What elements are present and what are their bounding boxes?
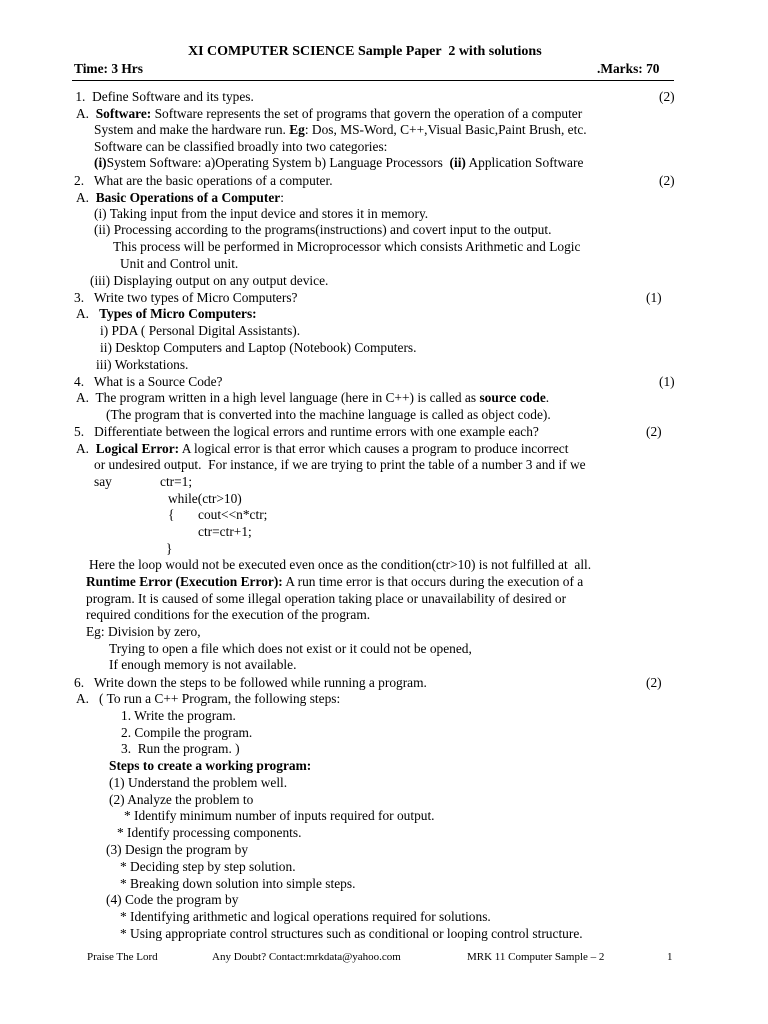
answer-5-eg-3: If enough memory is not available. bbox=[109, 657, 297, 672]
answer-6-point-3a: * Deciding step by step solution. bbox=[120, 859, 296, 874]
question-2: 2. What are the basic operations of a computer. bbox=[74, 173, 333, 188]
term-i: (i) bbox=[94, 155, 107, 170]
question-5-marks: (2) bbox=[646, 424, 662, 439]
header-rule bbox=[72, 80, 674, 81]
answer-label: A. bbox=[76, 106, 96, 121]
term-logical-error: Logical Error: bbox=[95, 441, 180, 456]
answer-2-line-6: (iii) Displaying output on any output device. bbox=[90, 273, 329, 288]
code-line-1: ctr=1; bbox=[160, 474, 193, 489]
answer-4-line-2: (The program that is converted into the machine language is called as object code). bbox=[106, 407, 551, 422]
answer-5-eg-1: Eg: Division by zero, bbox=[86, 624, 201, 639]
answer-5-say: say bbox=[94, 474, 112, 489]
answer-1-line-4 bbox=[94, 155, 583, 171]
question-3: 3. Write two types of Micro Computers? bbox=[74, 290, 298, 305]
answer-1-line-1 bbox=[76, 106, 582, 122]
answer-5-eg-2: Trying to open a file which does not exist or it could not be opened, bbox=[109, 641, 472, 656]
answer-label: A. bbox=[76, 190, 96, 205]
answer-5-text: A run time error is that occurs during the execution of a bbox=[282, 574, 584, 589]
question-6-marks: (2) bbox=[646, 675, 662, 690]
answer-5-line-2: or undesired output. For instance, if we are trying to print the table of a number 3 and if we bbox=[94, 457, 586, 472]
answer-6-line-1: A. ( To run a C++ Program, the following steps: bbox=[76, 691, 341, 706]
term-software: Software: bbox=[95, 106, 152, 121]
answer-2-line-5: Unit and Control unit. bbox=[120, 256, 239, 271]
answer-label: A. bbox=[76, 441, 96, 456]
answer-6-step-3: 3. Run the program. ) bbox=[121, 741, 240, 756]
answer-1-text: Application Software bbox=[465, 155, 584, 170]
answer-1-line-3: Software can be classified broadly into two categories: bbox=[94, 139, 388, 154]
answer-2-line-2: (i) Taking input from the input device and stores it in memory. bbox=[94, 206, 429, 221]
answer-3-line-1 bbox=[76, 306, 257, 322]
answer-6-point-4: (4) Code the program by bbox=[106, 892, 239, 907]
answer-4-text: . bbox=[545, 390, 550, 405]
answer-1-text: System Software: a)Operating System b) Language Processors bbox=[106, 155, 450, 170]
answer-2-line-4: This process will be performed in Microprocessor which consists Arithmetic and Logic bbox=[113, 239, 581, 254]
answer-1-text: Software represents the set of programs that govern the operation of a computer bbox=[151, 106, 583, 121]
term-runtime-error: Runtime Error (Execution Error): bbox=[86, 574, 283, 589]
term-source-code: source code bbox=[479, 390, 546, 405]
code-line-4: ctr=ctr+1; bbox=[198, 524, 252, 539]
answer-1-text: System and make the hardware run. bbox=[94, 122, 290, 137]
answer-5-runtime-line-3: required conditions for the execution of the program. bbox=[86, 607, 371, 622]
answer-6-point-4a: * Identifying arithmetic and logical operations required for solutions. bbox=[120, 909, 491, 924]
answer-2-line-1 bbox=[76, 190, 284, 206]
answer-6-step-1: 1. Write the program. bbox=[121, 708, 236, 723]
marks-label: .Marks: 70 bbox=[597, 61, 660, 76]
question-5: 5. Differentiate between the logical errors and runtime errors with one example each? bbox=[74, 424, 539, 439]
term-eg: Eg bbox=[289, 122, 305, 137]
paper-title: XI COMPUTER SCIENCE Sample Paper 2 with solutions bbox=[188, 44, 542, 59]
answer-2-text: : bbox=[280, 190, 284, 205]
answer-6-step-2: 2. Compile the program. bbox=[121, 725, 253, 740]
answer-4-line-1 bbox=[76, 390, 549, 406]
answer-1-text: : Dos, MS-Word, C++,Visual Basic,Paint Brush, etc. bbox=[304, 122, 587, 137]
question-4-marks: (1) bbox=[659, 374, 675, 389]
answer-5-note: Here the loop would not be executed even once as the condition(ctr>10) is not fulfilled at all. bbox=[89, 557, 592, 572]
question-2-marks: (2) bbox=[659, 173, 675, 188]
term-basic-operations: Basic Operations of a Computer bbox=[95, 190, 281, 205]
answer-6-point-3: (3) Design the program by bbox=[106, 842, 249, 857]
term-ii: (ii) bbox=[449, 155, 466, 170]
answer-4-text: A. The program written in a high level language (here in C++) is called as bbox=[76, 390, 480, 405]
answer-label: A. bbox=[76, 306, 100, 321]
answer-6-point-4b: * Using appropriate control structures such as conditional or looping control structure. bbox=[120, 926, 583, 941]
answer-5-runtime-line-1 bbox=[86, 574, 583, 590]
footer-right: MRK 11 Computer Sample – 2 bbox=[467, 951, 605, 963]
code-brace-close: } bbox=[166, 541, 173, 556]
answer-6-point-2: (2) Analyze the problem to bbox=[109, 792, 254, 807]
answer-3-line-3: ii) Desktop Computers and Laptop (Notebook) Computers. bbox=[100, 340, 417, 355]
answer-3-line-2: i) PDA ( Personal Digital Assistants). bbox=[100, 323, 301, 338]
code-brace-open: { bbox=[168, 507, 175, 522]
term-micro-computers: Types of Micro Computers: bbox=[99, 306, 257, 321]
answer-6-point-1: (1) Understand the problem well. bbox=[109, 775, 288, 790]
question-4: 4. What is a Source Code? bbox=[74, 374, 223, 389]
answer-3-line-4: iii) Workstations. bbox=[96, 357, 189, 372]
question-3-marks: (1) bbox=[646, 290, 662, 305]
footer-contact: Any Doubt? Contact:mrkdata@yahoo.com bbox=[212, 951, 401, 963]
footer-left: Praise The Lord bbox=[87, 951, 158, 963]
answer-6-point-2a: * Identify minimum number of inputs required for output. bbox=[124, 808, 435, 823]
page-number: 1 bbox=[667, 951, 673, 963]
answer-5-line-1 bbox=[76, 441, 568, 457]
answer-5-text: A logical error is that error which causes a program to produce incorrect bbox=[179, 441, 569, 456]
question-1: 1. Define Software and its types. bbox=[72, 89, 254, 104]
answer-6-steps-heading: Steps to create a working program: bbox=[109, 758, 312, 773]
time-label: Time: 3 Hrs bbox=[74, 61, 143, 76]
answer-6-point-2b: * Identify processing components. bbox=[117, 825, 302, 840]
code-line-3: cout<<n*ctr; bbox=[198, 507, 268, 522]
question-6: 6. Write down the steps to be followed while running a program. bbox=[74, 675, 427, 690]
answer-6-point-3b: * Breaking down solution into simple steps. bbox=[120, 876, 356, 891]
code-line-2: while(ctr>10) bbox=[168, 491, 242, 506]
question-1-marks: (2) bbox=[659, 89, 675, 104]
answer-2-line-3: (ii) Processing according to the programs(instructions) and covert input to the output. bbox=[94, 222, 552, 237]
answer-1-line-2 bbox=[94, 122, 587, 138]
answer-5-runtime-line-2: program. It is caused of some illegal operation taking place or unavailability of desired or bbox=[86, 591, 567, 606]
